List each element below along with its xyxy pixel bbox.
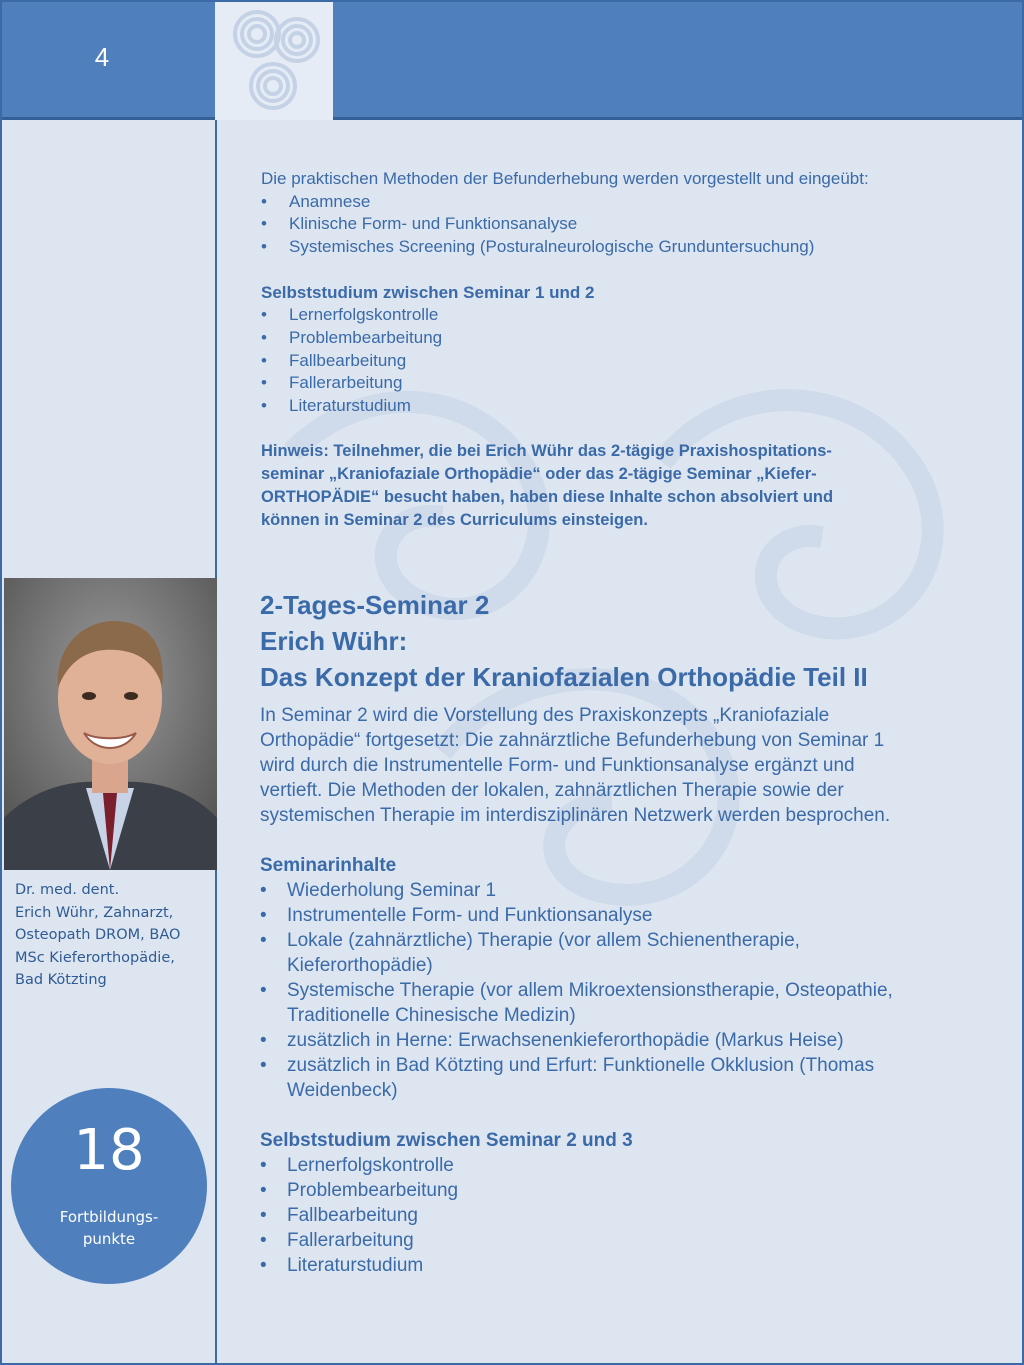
list-item-text: Wiederholung Seminar 1	[287, 880, 497, 901]
author-caption	[15, 879, 210, 992]
points-label	[11, 1206, 207, 1250]
seminar-title	[260, 587, 1000, 695]
note-line: können in Seminar 2 des Curriculums einsteigen.	[261, 511, 648, 530]
selfstudy-list	[261, 304, 1001, 418]
intro-lead: Die praktischen Methoden der Befunderhebung werden vorgestellt und eingeübt:	[261, 169, 869, 188]
points-badge	[11, 1088, 207, 1284]
list-item-text: • Systemische Therapie (vor allem Mikroextensionstherapie, Osteopathie,	[287, 980, 893, 1001]
seminar2-section	[260, 587, 1000, 1278]
contents-list	[260, 878, 1000, 1103]
header-bar	[2, 2, 1022, 120]
list-item: • Literaturstudium	[260, 1253, 1000, 1278]
list-item-text: Weidenbeck)	[287, 1080, 398, 1101]
caption-line: Bad Kötzting	[15, 972, 107, 988]
selfstudy-heading: Selbststudium zwischen Seminar 2 und 3	[260, 1130, 633, 1151]
list-item: • Fallerarbeitung	[260, 1228, 1000, 1253]
list-item	[260, 903, 1000, 928]
list-item-text: Traditionelle Chinesische Medizin)	[287, 1005, 576, 1026]
selfstudy-list	[260, 1153, 1000, 1278]
description-line: In Seminar 2 wird die Vorstellung des Praxiskonzepts „Kraniofaziale	[260, 705, 830, 726]
title-line: Das Konzept der Kraniofazialen Orthopädie Teil II	[260, 662, 868, 692]
description-line: systemischen Therapie im interdisziplinären Netzwerk werden besprochen.	[260, 805, 891, 826]
page-number: 4	[94, 42, 110, 72]
intro-section	[261, 168, 1001, 532]
description-line: vertieft. Die Methoden der lokalen, zahnärztlichen Therapie sowie der	[260, 780, 844, 801]
list-item: • Lernerfolgskontrolle	[260, 1153, 1000, 1178]
list-item: • Fallerarbeitung	[261, 372, 1001, 395]
list-item: • Literaturstudium	[261, 395, 1001, 418]
logo	[215, 2, 333, 120]
points-label-line: Fortbildungs-	[59, 1208, 159, 1226]
description-line: Orthopädie“ fortgesetzt: Die zahnärztliche Befunderhebung von Seminar 1	[260, 730, 885, 751]
note-line: Hinweis: Teilnehmer, die bei Erich Wühr das 2-tägige Praxishospitations-	[261, 442, 832, 461]
list-item	[260, 978, 1000, 1028]
caption-line: MSc Kieferorthopädie,	[15, 949, 175, 966]
list-item: • Fallbearbeitung	[260, 1203, 1000, 1228]
caption-line: Osteopath DROM, BAO	[15, 927, 181, 943]
caption-line: Erich Wühr, Zahnarzt,	[15, 904, 174, 921]
spiral-triangle-logo-icon	[215, 2, 333, 120]
list-item-text: • Lokale (zahnärztliche) Therapie (vor allem Schienentherapie,	[287, 930, 800, 951]
list-item: • Klinische Form- und Funktionsanalyse	[261, 213, 1001, 236]
list-item-text: • zusätzlich in Bad Kötzting und Erfurt: Funktionelle Okklusion (Thomas	[287, 1055, 875, 1076]
portrait-image	[4, 578, 217, 870]
list-item	[260, 1053, 1000, 1103]
list-item-text: Instrumentelle Form- und Funktionsanalyse	[287, 905, 653, 926]
list-item: • Anamnese	[261, 191, 1001, 214]
list-item	[260, 928, 1000, 978]
list-item	[260, 1028, 1000, 1053]
portrait-photo	[4, 578, 217, 870]
list-item: • Lernerfolgskontrolle	[261, 304, 1001, 327]
intro-list	[261, 191, 1001, 259]
list-item-text: zusätzlich in Herne: Erwachsenenkieferorthopädie (Markus Heise)	[287, 1030, 844, 1051]
selfstudy-heading: Selbststudium zwischen Seminar 1 und 2	[261, 282, 595, 302]
points-number: 18	[73, 1118, 145, 1183]
list-item: • Problembearbeitung	[260, 1178, 1000, 1203]
points-label-line: punkte	[82, 1230, 136, 1248]
list-item: • Problembearbeitung	[261, 327, 1001, 350]
note-line: seminar „Kraniofaziale Orthopädie“ oder das 2-tägige Seminar „Kiefer-	[261, 465, 817, 484]
list-item: • Systemisches Screening (Posturalneurologische Grunduntersuchung)	[261, 236, 1001, 259]
list-item	[260, 878, 1000, 903]
title-line: Erich Wühr:	[260, 626, 408, 656]
hint-note	[261, 440, 941, 532]
caption-line: Dr. med. dent.	[15, 882, 120, 898]
seminar-description	[260, 703, 980, 828]
contents-heading: Seminarinhalte	[260, 855, 397, 876]
title-line: 2-Tages-Seminar 2	[260, 590, 490, 620]
list-item-text: Kieferorthopädie)	[287, 955, 433, 976]
note-line: ORTHOPÄDIE“ besucht haben, haben diese Inhalte schon absolviert und	[261, 488, 834, 507]
list-item: • Fallbearbeitung	[261, 350, 1001, 373]
description-line: wird durch die Instrumentelle Form- und Funktionsanalyse ergänzt und	[260, 755, 855, 776]
